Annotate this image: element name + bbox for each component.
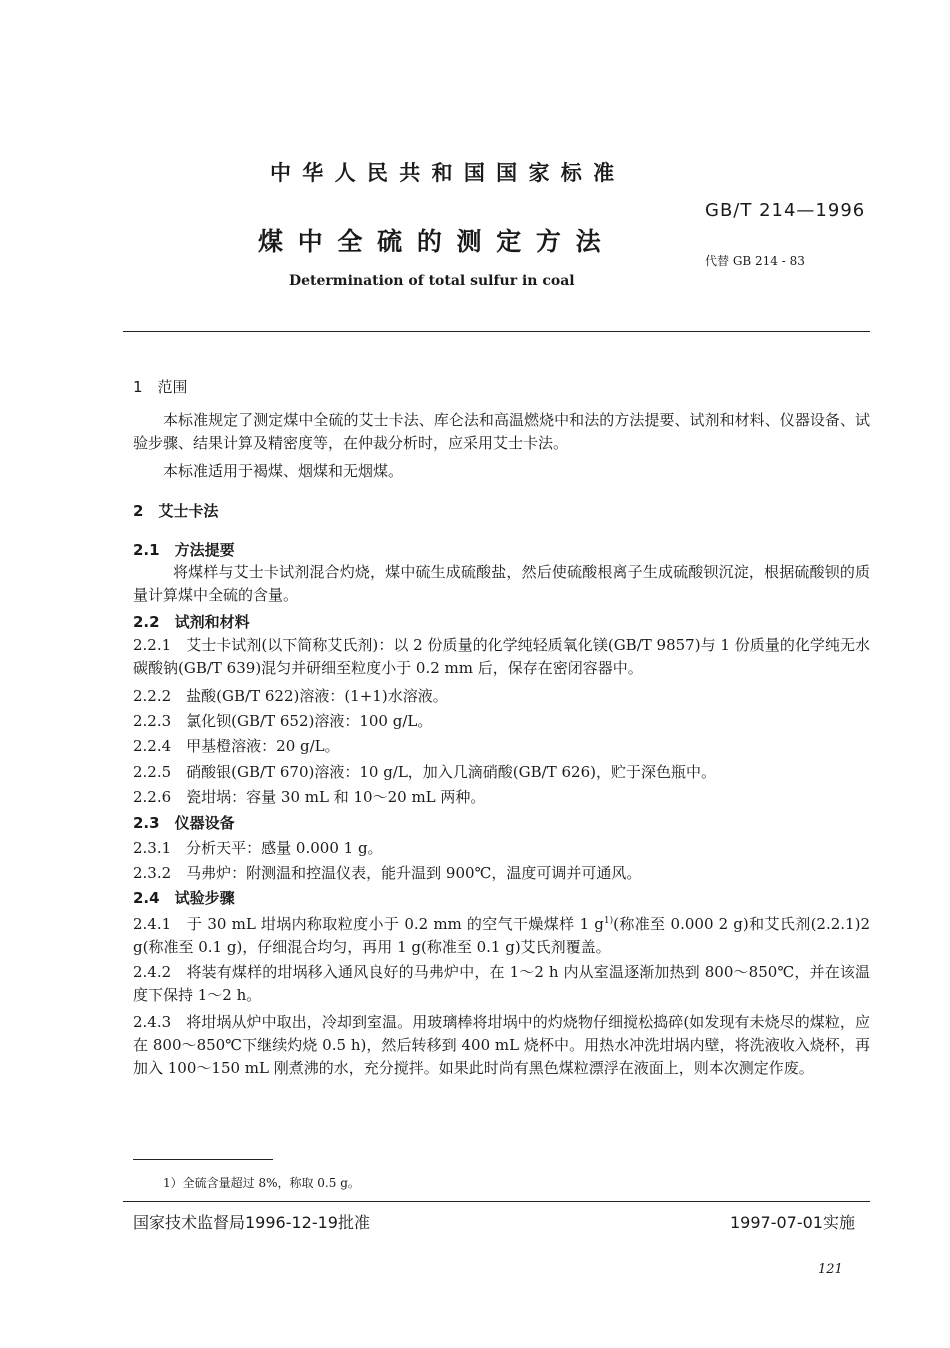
subsection-heading: 2.2 试剂和材料	[133, 613, 250, 631]
paragraph: 本标准规定了测定煤中全硫的艾士卡法、库仑法和高温燃烧中和法的方法提要、试剂和材料、仪器设备、试验步骤、结果计算及精密度等，在仲裁分析时，应采用艾士卡法。	[133, 411, 870, 452]
section-heading: 1 范围	[133, 378, 188, 396]
subsection-heading: 2.1 方法提要	[133, 541, 235, 559]
implementation-line: 1997-07-01实施	[730, 1213, 855, 1232]
clause-text: 2.4.1 于 30 mL 坩埚内称取粒度小于 0.2 mm 的空气干燥煤样 1 g	[133, 915, 604, 933]
paragraph: 将煤样与艾士卡试剂混合灼烧，煤中硫生成硫酸盐，然后使硫酸根离子生成硫酸钡沉淀，根据硫酸钡的质量计算煤中全硫的含量。	[133, 563, 870, 604]
replaces-note: 代替 GB 214 - 83	[705, 254, 805, 268]
footnote-rule	[133, 1159, 273, 1160]
clause: 2.2.3 氯化钡(GB/T 652)溶液：100 g/L。	[133, 712, 433, 730]
clause: 2.2.2 盐酸(GB/T 622)溶液：(1+1)水溶液。	[133, 687, 448, 705]
clause: 2.4.2 将装有煤样的坩埚移入通风良好的马弗炉中，在 1～2 h 内从室温逐渐加热到 800～850℃，并在该温度下保持 1～2 h。	[133, 963, 870, 1004]
clause: 2.2.6 瓷坩埚：容量 30 mL 和 10～20 mL 两种。	[133, 788, 486, 806]
footnote: 1）全硫含量超过 8%，称取 0.5 g。	[163, 1176, 360, 1190]
clause: 2.2.4 甲基橙溶液：20 g/L。	[133, 737, 340, 755]
clause: 2.3.2 马弗炉：附测温和控温仪表，能升温到 900℃，温度可调并可通风。	[133, 864, 642, 882]
national-standard-label: 中 华 人 民 共 和 国 国 家 标 准	[270, 161, 617, 185]
clause: 2.2.1 艾士卡试剂(以下简称艾氏剂)：以 2 份质量的化学纯轻质氧化镁(GB/T 9857)与 1 份质量的化学纯无水碳酸钠(GB/T 639)混匀并研细至粒度小于 0.2 mm 后，保存在密闭容器中。	[133, 636, 870, 677]
subsection-heading: 2.4 试验步骤	[133, 889, 235, 907]
clause: 2.3.1 分析天平：感量 0.000 1 g。	[133, 839, 383, 857]
page-number: 121	[818, 1262, 843, 1277]
document-title: 煤 中 全 硫 的 测 定 方 法	[258, 227, 604, 256]
footer-rule	[123, 1201, 870, 1202]
header-rule	[123, 331, 870, 332]
paragraph: 本标准适用于褐煤、烟煤和无烟煤。	[163, 462, 404, 480]
clause: 2.4.3 将坩埚从炉中取出，冷却到室温。用玻璃棒将坩埚中的灼烧物仔细搅松捣碎(如发现有未烧尽的煤粒，应在 800～850℃下继续灼烧 0.5 h)，然后转移到 400 mL 烧杯中。用热水冲洗坩埚内壁，将洗液收入烧杯，再加入 100～150 mL 刚煮沸的水，充分搅拌。如果此时尚有黑色煤粒漂浮在液面上，则本次测定作废。	[133, 1013, 870, 1077]
standard-number: GB/T 214—1996	[705, 200, 866, 221]
section-heading: 2 艾士卡法	[133, 502, 219, 520]
footnote-marker: 1)	[603, 916, 614, 926]
english-title: Determination of total sulfur in coal	[289, 273, 575, 289]
clause	[133, 910, 870, 959]
clause-text: (称准至 0.000 2 g)和艾氏剂(2.2.1)2 g(称准至 0.1 g)，仔细混合均匀，再用 1 g(称准至 0.1 g)艾氏剂覆盖。	[133, 915, 870, 956]
subsection-heading: 2.3 仪器设备	[133, 814, 235, 832]
approval-line: 国家技术监督局1996-12-19批准	[133, 1213, 370, 1232]
clause: 2.2.5 硝酸银(GB/T 670)溶液：10 g/L，加入几滴硝酸(GB/T 626)，贮于深色瓶中。	[133, 763, 716, 781]
